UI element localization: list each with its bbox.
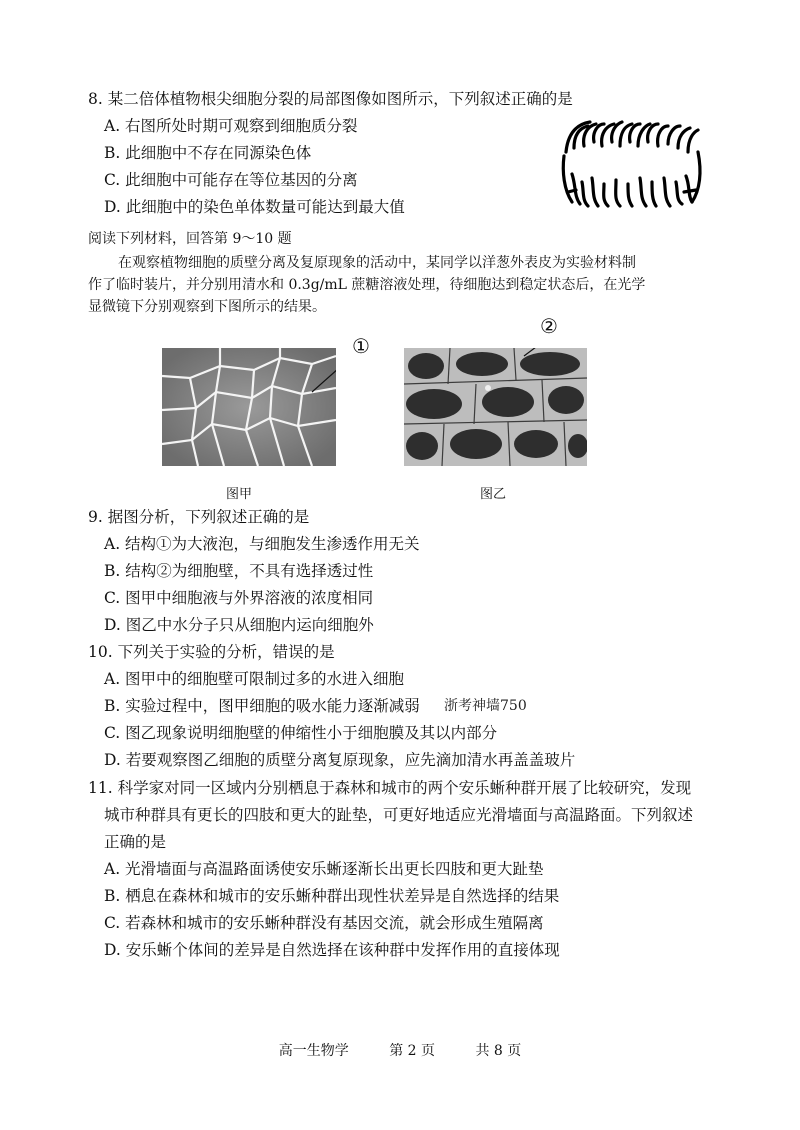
micrograph-figure-yi bbox=[404, 348, 587, 466]
q11-option-c: C. 若森林和城市的安乐蜥种群没有基因交流，就会形成生殖隔离 bbox=[104, 914, 544, 932]
q11-option-b: B. 栖息在森林和城市的安乐蜥种群出现性状差异是自然选择的结果 bbox=[104, 887, 560, 905]
q11-stem-line-2: 城市种群具有更长的四肢和更大的趾垫，可更好地适应光滑墙面与高温路面。下列叙述 bbox=[104, 806, 694, 824]
footer-total-pages: 共 8 页 bbox=[475, 1043, 522, 1059]
q10-option-b: B. 实验过程中，图甲细胞的吸水能力逐渐减弱 bbox=[104, 697, 420, 715]
q8-stem: 8. 某二倍体植物根尖细胞分裂的局部图像如图所示，下列叙述正确的是 bbox=[88, 90, 573, 108]
q11-stem-line-1: 11. 科学家对同一区域内分别栖息于森林和城市的两个安乐蜥种群开展了比较研究，发现 bbox=[88, 779, 692, 797]
anaphase-cell-sketch bbox=[558, 112, 704, 212]
q9-option-b: B. 结构②为细胞壁，不具有选择透过性 bbox=[104, 562, 374, 580]
reading-line-3: 显微镜下分别观察到下图所示的结果。 bbox=[88, 299, 326, 315]
q8-option-c: C. 此细胞中可能存在等位基因的分离 bbox=[104, 171, 358, 189]
reading-line-2: 作了临时装片，并分别用清水和 0.3g/mL 蔗糖溶液处理，待细胞达到稳定状态后，在光学 bbox=[88, 277, 646, 293]
micrograph-figure-jia bbox=[162, 348, 336, 466]
q9-option-a: A. 结构①为大液泡，与细胞发生渗透作用无关 bbox=[104, 535, 420, 553]
q8-option-d: D. 此细胞中的染色单体数量可能达到最大值 bbox=[104, 198, 405, 216]
page-footer bbox=[0, 1040, 800, 1060]
q11-stem-line-3: 正确的是 bbox=[104, 833, 167, 851]
figure-yi-caption: 图乙 bbox=[480, 487, 507, 502]
q11-option-d: D. 安乐蜥个体间的差异是自然选择在该种群中发挥作用的直接体现 bbox=[104, 941, 560, 959]
footer-page-number: 第 2 页 bbox=[389, 1043, 435, 1059]
footer-subject: 高一生物学 bbox=[278, 1043, 349, 1059]
q10-stem: 10. 下列关于实验的分析，错误的是 bbox=[88, 643, 335, 661]
q9-option-d: D. 图乙中水分子只从细胞内运向细胞外 bbox=[104, 616, 374, 634]
q9-stem: 9. 据图分析，下列叙述正确的是 bbox=[88, 508, 310, 526]
q10-option-a: A. 图甲中的细胞壁可限制过多的水进入细胞 bbox=[104, 670, 405, 688]
q11-option-a: A. 光滑墙面与高温路面诱使安乐蜥逐渐长出更长四肢和更大趾垫 bbox=[104, 860, 544, 878]
q8-option-a: A. 右图所处时期可观察到细胞质分裂 bbox=[104, 117, 358, 135]
marker-structure-1: ① bbox=[352, 334, 370, 358]
q10-option-d: D. 若要观察图乙细胞的质壁分离复原现象，应先滴加清水再盖盖玻片 bbox=[104, 751, 576, 769]
reading-intro: 阅读下列材料，回答第 9～10 题 bbox=[88, 231, 292, 247]
figure-jia-caption: 图甲 bbox=[226, 487, 253, 502]
watermark-text: 浙考神墙750 bbox=[444, 698, 527, 714]
reading-line-1: 在观察植物细胞的质壁分离及复原现象的活动中，某同学以洋葱外表皮为实验材料制 bbox=[118, 255, 636, 271]
q9-option-c: C. 图甲中细胞液与外界溶液的浓度相同 bbox=[104, 589, 374, 607]
q10-option-c: C. 图乙现象说明细胞壁的伸缩性小于细胞膜及其以内部分 bbox=[104, 724, 498, 742]
q8-option-b: B. 此细胞中不存在同源染色体 bbox=[104, 144, 312, 162]
marker-structure-2: ② bbox=[540, 314, 558, 338]
